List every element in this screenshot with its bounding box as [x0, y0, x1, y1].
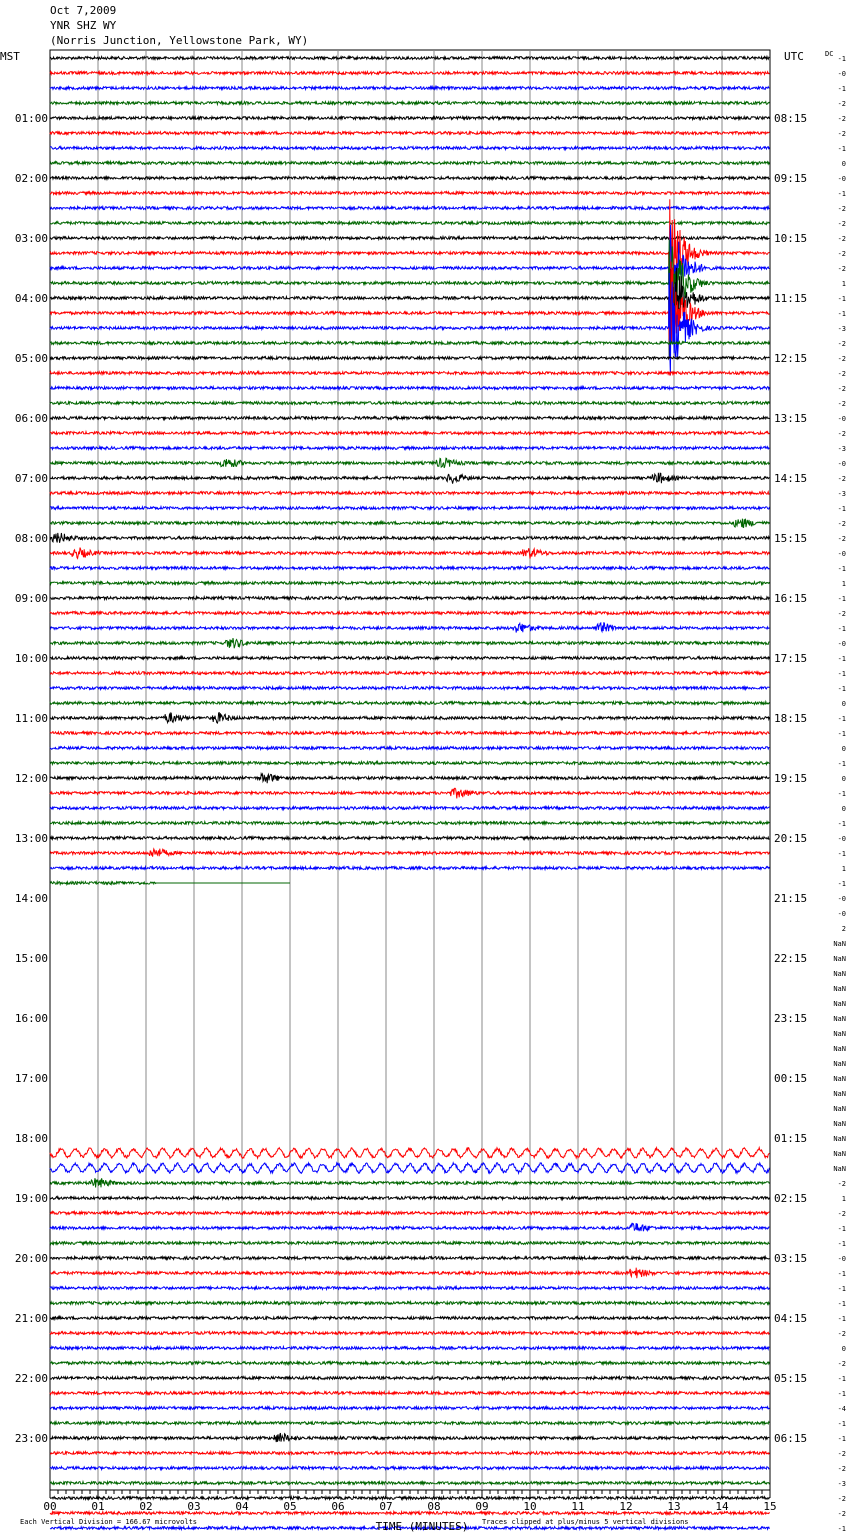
right-hour-label: 02:15: [774, 1192, 808, 1205]
left-hour-label: 08:00: [14, 532, 48, 545]
trace-row: [50, 237, 769, 240]
x-tick-label: 01: [91, 1500, 105, 1513]
dc-offset-label: NaN: [833, 1015, 846, 1023]
dc-offset-label: NaN: [833, 1000, 846, 1008]
dc-offset-label: -0: [837, 910, 846, 918]
trace-row: [50, 1212, 769, 1215]
left-hour-label: 19:00: [14, 1192, 48, 1205]
trace-row: [50, 162, 769, 165]
trace-row: [50, 1497, 769, 1500]
x-tick-label: 06: [331, 1500, 345, 1513]
trace-row: [50, 849, 769, 857]
left-hour-label: 04:00: [14, 292, 48, 305]
trace-row: [50, 788, 769, 798]
dc-offset-label: -4: [837, 1405, 846, 1413]
left-hour-label: 17:00: [14, 1072, 48, 1085]
trace-row: [50, 1197, 769, 1200]
trace-row: [50, 1332, 769, 1335]
left-hour-label: 15:00: [14, 952, 48, 965]
dc-offset-label: 1: [841, 1195, 846, 1203]
dc-offset-label: -2: [837, 265, 846, 273]
x-tick-label: 03: [187, 1500, 201, 1513]
dc-offset-label: -1: [837, 1420, 846, 1428]
dc-offset-label: -1: [837, 820, 846, 828]
trace-row: [50, 1257, 769, 1260]
dc-offset-label: NaN: [833, 1030, 846, 1038]
dc-offset-label: -2: [837, 220, 846, 228]
trace-row: [50, 262, 769, 351]
dc-offset-label: -1: [837, 1315, 846, 1323]
trace-row: [50, 687, 769, 690]
trace-row: [50, 1287, 769, 1290]
trace-row: [50, 1163, 769, 1174]
dc-offset-label: -1: [837, 295, 846, 303]
trace-row: [50, 57, 769, 60]
right-hour-label: 05:15: [774, 1372, 808, 1385]
dc-offset-label: -2: [837, 1495, 846, 1503]
right-hour-label: 22:15: [774, 952, 808, 965]
trace-row: [50, 1452, 769, 1455]
dc-offset-label: -1: [837, 730, 846, 738]
dc-offset-label: 1: [841, 280, 846, 288]
trace-row: [50, 1512, 769, 1515]
dc-offset-label: -1: [837, 850, 846, 858]
dc-offset-label: -2: [837, 205, 846, 213]
dc-offset-label: NaN: [833, 955, 846, 963]
right-hour-label: 04:15: [774, 1312, 808, 1325]
x-tick-label: 13: [667, 1500, 681, 1513]
left-hour-label: 02:00: [14, 172, 48, 185]
right-hour-label: 03:15: [774, 1252, 808, 1265]
right-hour-label: 17:15: [774, 652, 808, 665]
dc-offset-label: 1: [841, 580, 846, 588]
trace-row: [50, 1362, 769, 1365]
right-hour-label: 10:15: [774, 232, 808, 245]
trace-row: [50, 1422, 769, 1425]
left-hour-label: 21:00: [14, 1312, 48, 1325]
left-hour-label: 06:00: [14, 412, 48, 425]
footer-clip-note: Traces clipped at plus/minus 5 vertical divisions: [482, 1518, 689, 1526]
trace-row: [50, 1268, 769, 1279]
dc-offset-label: -1: [837, 565, 846, 573]
right-hour-label: 12:15: [774, 352, 808, 365]
right-axis-label: UTC: [784, 50, 804, 63]
dc-offset-label: NaN: [833, 1105, 846, 1113]
trace-row: [50, 1242, 769, 1245]
trace-row: [50, 1433, 769, 1442]
dc-offset-label: -2: [837, 340, 846, 348]
dc-offset-label: -1: [837, 595, 846, 603]
trace-row: [50, 519, 769, 528]
trace-row: [50, 1148, 769, 1159]
left-hour-label: 07:00: [14, 472, 48, 485]
dc-offset-label: -1: [837, 310, 846, 318]
dc-offset-label: -1: [837, 1285, 846, 1293]
left-hour-label: 03:00: [14, 232, 48, 245]
dc-offset-label: -2: [837, 1465, 846, 1473]
dc-offset-label: -2: [837, 1330, 846, 1338]
dc-offset-label: -1: [837, 55, 846, 63]
trace-row: [50, 147, 769, 150]
right-hour-label: 15:15: [774, 532, 808, 545]
left-hour-label: 05:00: [14, 352, 48, 365]
trace-row: [50, 458, 769, 468]
x-tick-label: 15: [763, 1500, 777, 1513]
trace-row: [50, 1467, 769, 1470]
dc-offset-label: -1: [837, 1375, 846, 1383]
dc-offset-label: NaN: [833, 985, 846, 993]
left-hour-label: 23:00: [14, 1432, 48, 1445]
x-tick-label: 00: [43, 1500, 57, 1513]
trace-row: [50, 507, 769, 510]
left-hour-label: 22:00: [14, 1372, 48, 1385]
trace-row: [50, 417, 769, 420]
trace-row: [50, 762, 769, 765]
dc-offset-label: 0: [841, 745, 846, 753]
dc-offset-label: -2: [837, 1210, 846, 1218]
trace-row: [50, 222, 769, 225]
trace-row: [50, 533, 769, 543]
dc-offset-label: -2: [837, 100, 846, 108]
right-hour-label: 01:15: [774, 1132, 808, 1145]
dc-offset-label: -2: [837, 520, 846, 528]
trace-row: [50, 447, 769, 450]
trace-row: [50, 402, 769, 405]
dc-offset-label: -1: [837, 145, 846, 153]
trace-row: [50, 882, 290, 885]
dc-offset-label: -1: [837, 685, 846, 693]
dc-offset-label: NaN: [833, 1060, 846, 1068]
trace-row: [50, 623, 769, 633]
trace-row: [50, 1392, 769, 1395]
dc-offset-label: -3: [837, 1480, 846, 1488]
trace-row: [50, 837, 769, 840]
trace-row: [50, 432, 769, 435]
dc-offset-label: -2: [837, 475, 846, 483]
trace-row: [50, 1407, 769, 1410]
footer-scale-note: Each Vertical Division = 166.67 microvolts: [20, 1518, 198, 1526]
trace-row: [50, 597, 769, 600]
trace-row: [50, 657, 769, 660]
dc-offset-label: NaN: [833, 1090, 846, 1098]
dc-offset-label: -3: [837, 445, 846, 453]
trace-row: [50, 102, 769, 105]
dc-offset-label: -1: [837, 760, 846, 768]
dc-offset-label: NaN: [833, 970, 846, 978]
right-hour-label: 16:15: [774, 592, 808, 605]
dc-offset-label: -1: [837, 190, 846, 198]
dc-offset-label: -1: [837, 670, 846, 678]
dc-offset-label: -3: [837, 490, 846, 498]
x-tick-label: 04: [235, 1500, 249, 1513]
right-hour-label: 21:15: [774, 892, 808, 905]
dc-offset-label: -1: [837, 790, 846, 798]
dc-offset-label: NaN: [833, 1045, 846, 1053]
dc-offset-label: 0: [841, 700, 846, 708]
trace-row: [50, 582, 769, 585]
seismic-traces: [50, 57, 769, 1534]
trace-row: [50, 357, 769, 360]
dc-offset-label: -1: [837, 85, 846, 93]
dc-offset-label: -0: [837, 1255, 846, 1263]
trace-row: [50, 1347, 769, 1350]
x-tick-label: 12: [619, 1500, 633, 1513]
dc-offset-label: NaN: [833, 1120, 846, 1128]
dc-offset-label: -0: [837, 835, 846, 843]
trace-row: [50, 612, 769, 615]
left-hour-label: 11:00: [14, 712, 48, 725]
dc-offset-label: -0: [837, 415, 846, 423]
trace-row: [50, 192, 769, 195]
dc-offset-label: -0: [837, 640, 846, 648]
trace-row: [50, 702, 769, 705]
trace-row: [50, 1317, 769, 1320]
dc-offset-label: -1: [837, 1270, 846, 1278]
trace-row: [50, 713, 769, 723]
trace-row: [50, 567, 769, 570]
dc-offset-label: 0: [841, 775, 846, 783]
right-hour-label: 23:15: [774, 1012, 808, 1025]
dc-offset-label: -2: [837, 1510, 846, 1518]
dc-offset-label: -1: [837, 625, 846, 633]
dc-offset-label: -1: [837, 1525, 846, 1533]
right-hour-label: 08:15: [774, 112, 808, 125]
trace-row: [50, 867, 769, 870]
right-hour-label: 00:15: [774, 1072, 808, 1085]
trace-row: [50, 207, 769, 210]
left-hour-label: 10:00: [14, 652, 48, 665]
x-tick-label: 05: [283, 1500, 297, 1513]
dc-offset-label: -2: [837, 115, 846, 123]
dc-offset-label: -2: [837, 385, 846, 393]
x-axis-title: TIME (MINUTES): [375, 1520, 469, 1533]
dc-offset-label: -2: [837, 370, 846, 378]
left-hour-label: 13:00: [14, 832, 48, 845]
dc-offset-label: NaN: [833, 1150, 846, 1158]
trace-row: [50, 822, 769, 825]
trace-row: [50, 638, 769, 648]
dc-offset-label: NaN: [833, 1165, 846, 1173]
dc-offset-label: NaN: [833, 1135, 846, 1143]
dc-offset-label: -2: [837, 1360, 846, 1368]
left-hour-label: 14:00: [14, 892, 48, 905]
dc-offset-label: -3: [837, 325, 846, 333]
x-tick-label: 02: [139, 1500, 153, 1513]
dc-offset-label: -0: [837, 895, 846, 903]
left-hour-label: 12:00: [14, 772, 48, 785]
dc-offset-label: -1: [837, 1225, 846, 1233]
trace-row: [50, 87, 769, 90]
right-hour-label: 20:15: [774, 832, 808, 845]
trace-row: [50, 387, 769, 390]
left-hour-label: 20:00: [14, 1252, 48, 1265]
trace-row: [50, 548, 769, 559]
left-hour-label: 09:00: [14, 592, 48, 605]
trace-row: [50, 1482, 769, 1485]
trace-row: [50, 199, 769, 302]
dc-offset-label: -1: [837, 1300, 846, 1308]
station-label: YNR SHZ WY: [50, 19, 117, 32]
x-tick-label: 10: [523, 1500, 537, 1513]
right-hour-label: 14:15: [774, 472, 808, 485]
right-hour-label: 06:15: [774, 1432, 808, 1445]
dc-offset-label: -2: [837, 610, 846, 618]
dc-offset-label: 0: [841, 1345, 846, 1353]
dc-offset-label: -1: [837, 505, 846, 513]
x-tick-label: 09: [475, 1500, 489, 1513]
dc-offset-label: -2: [837, 250, 846, 258]
trace-row: [50, 732, 769, 735]
trace-row: [50, 1223, 769, 1231]
left-hour-label: 16:00: [14, 1012, 48, 1025]
dc-offset-label: -0: [837, 550, 846, 558]
dc-offset-label: -0: [837, 175, 846, 183]
dc-offset-label: -2: [837, 400, 846, 408]
trace-row: [50, 1178, 769, 1187]
dc-offset-label: -0: [837, 70, 846, 78]
dc-offset-label: -1: [837, 1435, 846, 1443]
trace-row: [50, 117, 769, 120]
dc-offset-label: -2: [837, 235, 846, 243]
dc-offset-label: -1: [837, 655, 846, 663]
dc-label: DC: [825, 50, 834, 58]
dc-offset-label: 1: [841, 865, 846, 873]
right-hour-label: 09:15: [774, 172, 808, 185]
left-hour-label: 18:00: [14, 1132, 48, 1145]
dc-offset-label: 0: [841, 805, 846, 813]
dc-offset-label: -2: [837, 355, 846, 363]
location-label: (Norris Junction, Yellowstone Park, WY): [50, 34, 309, 47]
trace-row: [50, 672, 769, 675]
trace-row: [50, 132, 769, 135]
trace-row: [50, 372, 769, 375]
trace-row: [50, 774, 769, 783]
dc-offset-label: -1: [837, 880, 846, 888]
trace-row: [50, 807, 769, 810]
trace-row: [50, 72, 769, 75]
dc-offset-label: -2: [837, 430, 846, 438]
dc-offset-label: -0: [837, 460, 846, 468]
trace-row: [50, 1377, 769, 1380]
left-axis-label: MST: [0, 50, 20, 63]
dc-offset-label: -2: [837, 1180, 846, 1188]
dc-offset-label: NaN: [833, 1075, 846, 1083]
trace-row: [50, 342, 769, 345]
dc-offset-label: 2: [841, 925, 846, 933]
right-hour-label: 18:15: [774, 712, 808, 725]
x-tick-label: 14: [715, 1500, 729, 1513]
x-tick-label: 08: [427, 1500, 441, 1513]
trace-row: [50, 1302, 769, 1305]
right-hour-label: 13:15: [774, 412, 808, 425]
trace-row: [50, 177, 769, 180]
dc-offset-label: -2: [837, 1450, 846, 1458]
dc-offset-label: -1: [837, 715, 846, 723]
trace-row: [50, 492, 769, 495]
trace-row: [50, 747, 769, 750]
right-hour-label: 19:15: [774, 772, 808, 785]
dc-offset-label: -2: [837, 130, 846, 138]
dc-offset-label: -1: [837, 1390, 846, 1398]
x-tick-label: 11: [571, 1500, 585, 1513]
trace-row: [50, 473, 769, 484]
left-hour-label: 01:00: [14, 112, 48, 125]
dc-offset-label: 0: [841, 160, 846, 168]
dc-offset-label: -1: [837, 1240, 846, 1248]
dc-offset-label: -2: [837, 535, 846, 543]
right-hour-label: 11:15: [774, 292, 808, 305]
dc-offset-label: NaN: [833, 940, 846, 948]
date-label: Oct 7,2009: [50, 4, 117, 17]
x-tick-label: 07: [379, 1500, 393, 1513]
trace-row: [50, 273, 769, 375]
